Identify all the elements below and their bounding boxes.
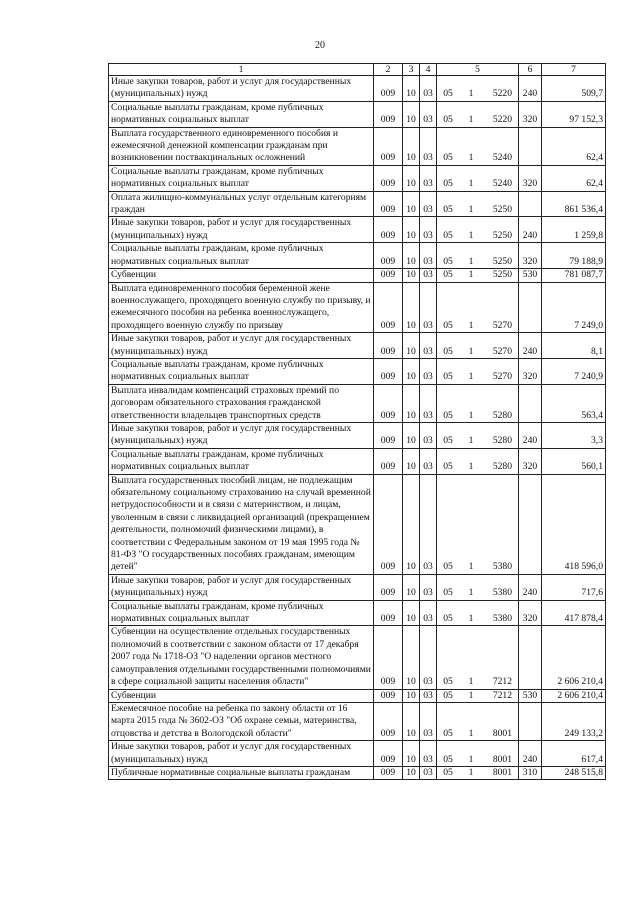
- table-header-row: [109, 64, 606, 76]
- table-row: [109, 422, 606, 448]
- row-target-article: [437, 243, 519, 269]
- row-amount: 417 878,4: [542, 600, 606, 626]
- row-name: Субвенции: [109, 269, 374, 282]
- row-subprogram-code: 1: [468, 435, 474, 447]
- row-section-code: 10: [403, 243, 420, 269]
- row-subprogram-code: 1: [468, 753, 474, 765]
- row-section-code: 10: [403, 127, 420, 165]
- row-direction-code: 5240: [492, 152, 512, 164]
- row-target-article: [437, 422, 519, 448]
- row-target-article: [437, 448, 519, 474]
- row-target-article: [437, 269, 519, 282]
- table-row: [109, 191, 606, 217]
- row-name: Иные закупки товаров, работ и услуг для государственных (муниципальных) нужд: [109, 76, 374, 102]
- row-target-article: [437, 101, 519, 127]
- table-row: [109, 600, 606, 626]
- row-amount: 97 152,3: [542, 101, 606, 127]
- row-ministry-code: 009: [374, 76, 403, 102]
- row-subsection-code: 03: [420, 217, 437, 243]
- row-expense-type: 240: [519, 422, 542, 448]
- row-ministry-code: 009: [374, 333, 403, 359]
- row-subprogram-code: 1: [468, 204, 474, 216]
- row-direction-code: 5280: [492, 461, 512, 473]
- row-expense-type: [519, 127, 542, 165]
- row-section-code: 10: [403, 333, 420, 359]
- row-program-code: 05: [443, 114, 453, 126]
- row-direction-code: 7212: [492, 676, 512, 688]
- row-ministry-code: 009: [374, 474, 403, 574]
- row-subsection-code: 03: [420, 741, 437, 767]
- row-expense-type: [519, 626, 542, 689]
- row-subprogram-code: 1: [468, 689, 474, 701]
- row-subprogram-code: 1: [468, 152, 474, 164]
- row-ministry-code: 009: [374, 191, 403, 217]
- row-amount: 79 188,9: [542, 243, 606, 269]
- row-subprogram-code: 1: [468, 269, 474, 281]
- row-subsection-code: 03: [420, 165, 437, 191]
- row-direction-code: 5250: [492, 204, 512, 216]
- table-row: [109, 333, 606, 359]
- row-name: Выплата инвалидам компенсаций страховых премий по договорам обязательного страхования гражданской ответственности владельцев транспортных средств: [109, 384, 374, 422]
- table-row: [109, 76, 606, 102]
- row-target-article: [437, 766, 519, 779]
- row-amount: 717,6: [542, 574, 606, 600]
- row-subprogram-code: 1: [468, 766, 474, 778]
- row-target-article: [437, 282, 519, 333]
- table-row: [109, 766, 606, 779]
- row-expense-type: 320: [519, 243, 542, 269]
- row-subsection-code: 03: [420, 474, 437, 574]
- table-row: [109, 243, 606, 269]
- row-amount: 248 515,8: [542, 766, 606, 779]
- row-target-article: [437, 600, 519, 626]
- row-program-code: 05: [443, 676, 453, 688]
- row-amount: 7 249,0: [542, 282, 606, 333]
- row-program-code: 05: [443, 88, 453, 100]
- row-program-code: 05: [443, 435, 453, 447]
- row-expense-type: [519, 474, 542, 574]
- table-row: [109, 384, 606, 422]
- header-col-6: 6: [519, 64, 542, 76]
- row-name: Социальные выплаты гражданам, кроме публичных нормативных социальных выплат: [109, 165, 374, 191]
- table-row: [109, 282, 606, 333]
- row-target-article: [437, 76, 519, 102]
- row-target-article: [437, 574, 519, 600]
- row-section-code: 10: [403, 269, 420, 282]
- row-target-article: [437, 333, 519, 359]
- row-name: Выплата государственного единовременного пособия и ежемесячной денежной компенсации гражданам при возникновении поствакцинальных осложнений: [109, 127, 374, 165]
- row-subsection-code: 03: [420, 127, 437, 165]
- row-subprogram-code: 1: [468, 88, 474, 100]
- row-direction-code: 5380: [492, 561, 512, 573]
- row-expense-type: 320: [519, 165, 542, 191]
- row-amount: 1 259,8: [542, 217, 606, 243]
- row-section-code: 10: [403, 600, 420, 626]
- table-row: [109, 101, 606, 127]
- row-direction-code: 5250: [492, 229, 512, 241]
- row-program-code: 05: [443, 269, 453, 281]
- row-target-article: [437, 165, 519, 191]
- row-target-article: [437, 217, 519, 243]
- row-ministry-code: 009: [374, 165, 403, 191]
- row-direction-code: 5270: [492, 345, 512, 357]
- row-name: Иные закупки товаров, работ и услуг для государственных (муниципальных) нужд: [109, 741, 374, 767]
- row-program-code: 05: [443, 409, 453, 421]
- row-ministry-code: 009: [374, 422, 403, 448]
- row-program-code: 05: [443, 689, 453, 701]
- row-name: Социальные выплаты гражданам, кроме публичных нормативных социальных выплат: [109, 448, 374, 474]
- table-row: [109, 269, 606, 282]
- row-direction-code: 5270: [492, 371, 512, 383]
- row-section-code: 10: [403, 191, 420, 217]
- row-subprogram-code: 1: [468, 727, 474, 739]
- row-ministry-code: 009: [374, 702, 403, 740]
- row-subsection-code: 03: [420, 243, 437, 269]
- table-row: [109, 165, 606, 191]
- row-name: Социальные выплаты гражданам, кроме публичных нормативных социальных выплат: [109, 358, 374, 384]
- row-name: Публичные нормативные социальные выплаты гражданам: [109, 766, 374, 779]
- row-subsection-code: 03: [420, 358, 437, 384]
- row-amount: 563,4: [542, 384, 606, 422]
- row-amount: 249 133,2: [542, 702, 606, 740]
- row-target-article: [437, 127, 519, 165]
- row-direction-code: 5240: [492, 178, 512, 190]
- row-section-code: 10: [403, 474, 420, 574]
- row-subsection-code: 03: [420, 702, 437, 740]
- row-ministry-code: 009: [374, 741, 403, 767]
- row-section-code: 10: [403, 217, 420, 243]
- budget-table: [108, 63, 606, 780]
- table-row: [109, 474, 606, 574]
- row-target-article: [437, 384, 519, 422]
- row-subsection-code: 03: [420, 191, 437, 217]
- row-subsection-code: 03: [420, 333, 437, 359]
- table-row: [109, 626, 606, 689]
- table-row: [109, 358, 606, 384]
- row-program-code: 05: [443, 753, 453, 765]
- row-expense-type: 320: [519, 101, 542, 127]
- row-direction-code: 5250: [492, 269, 512, 281]
- row-amount: 62,4: [542, 127, 606, 165]
- row-amount: 62,4: [542, 165, 606, 191]
- row-name: Субвенции на осуществление отдельных государственных полномочий в соответствии с законом области от 17 декабря 2007 года № 1718-ОЗ "О наделении органов местного самоуправления отдельными государственными полномочиями в сфере социальной защиты населения области": [109, 626, 374, 689]
- row-section-code: 10: [403, 165, 420, 191]
- row-section-code: 10: [403, 422, 420, 448]
- row-direction-code: 5380: [492, 587, 512, 599]
- row-program-code: 05: [443, 178, 453, 190]
- row-target-article: [437, 191, 519, 217]
- row-subsection-code: 03: [420, 574, 437, 600]
- row-program-code: 05: [443, 345, 453, 357]
- row-section-code: 10: [403, 689, 420, 702]
- row-expense-type: [519, 384, 542, 422]
- row-section-code: 10: [403, 766, 420, 779]
- row-subsection-code: 03: [420, 600, 437, 626]
- row-subprogram-code: 1: [468, 319, 474, 331]
- row-subprogram-code: 1: [468, 409, 474, 421]
- row-section-code: 10: [403, 384, 420, 422]
- row-target-article: [437, 358, 519, 384]
- row-amount: 781 087,7: [542, 269, 606, 282]
- row-section-code: 10: [403, 282, 420, 333]
- row-name: Оплата жилищно-коммунальных услуг отдельным категориям граждан: [109, 191, 374, 217]
- row-program-code: 05: [443, 461, 453, 473]
- row-subprogram-code: 1: [468, 676, 474, 688]
- row-subprogram-code: 1: [468, 371, 474, 383]
- row-subprogram-code: 1: [468, 114, 474, 126]
- row-name: Социальные выплаты гражданам, кроме публичных нормативных социальных выплат: [109, 101, 374, 127]
- table-row: [109, 741, 606, 767]
- row-expense-type: 320: [519, 358, 542, 384]
- row-direction-code: 5280: [492, 409, 512, 421]
- row-ministry-code: 009: [374, 574, 403, 600]
- row-amount: 2 606 210,4: [542, 689, 606, 702]
- row-subsection-code: 03: [420, 101, 437, 127]
- row-program-code: 05: [443, 319, 453, 331]
- row-ministry-code: 009: [374, 127, 403, 165]
- row-ministry-code: 009: [374, 217, 403, 243]
- header-col-5: 5: [437, 64, 519, 76]
- row-ministry-code: 009: [374, 600, 403, 626]
- row-subsection-code: 03: [420, 384, 437, 422]
- row-section-code: 10: [403, 574, 420, 600]
- row-amount: 2 606 210,4: [542, 626, 606, 689]
- header-col-7: 7: [542, 64, 606, 76]
- table-row: [109, 574, 606, 600]
- row-expense-type: 240: [519, 76, 542, 102]
- row-section-code: 10: [403, 448, 420, 474]
- row-amount: 418 596,0: [542, 474, 606, 574]
- row-name: Выплата государственных пособий лицам, не подлежащим обязательному социальному страхованию на случай временной нетрудоспособности и в связи с материнством, и лицам, уволенным в связи с ликвидацией организаций (прекращением деятельности, полномочий физическими лицами), в соответствии с Федеральным законом от 19 мая 1995 года № 81-ФЗ "О государственных пособиях гражданам, имеющим детей": [109, 474, 374, 574]
- row-expense-type: 240: [519, 333, 542, 359]
- row-expense-type: 240: [519, 574, 542, 600]
- row-name: Субвенции: [109, 689, 374, 702]
- row-amount: 8,1: [542, 333, 606, 359]
- row-direction-code: 8001: [492, 753, 512, 765]
- row-expense-type: 320: [519, 600, 542, 626]
- row-subsection-code: 03: [420, 422, 437, 448]
- row-target-article: [437, 702, 519, 740]
- row-expense-type: 530: [519, 269, 542, 282]
- row-subsection-code: 03: [420, 76, 437, 102]
- row-direction-code: 5280: [492, 435, 512, 447]
- table-row: [109, 127, 606, 165]
- row-direction-code: 8001: [492, 727, 512, 739]
- row-direction-code: 5220: [492, 88, 512, 100]
- row-amount: 3,3: [542, 422, 606, 448]
- row-subsection-code: 03: [420, 282, 437, 333]
- row-ministry-code: 009: [374, 626, 403, 689]
- header-col-1: 1: [109, 64, 374, 76]
- row-amount: 7 240,9: [542, 358, 606, 384]
- row-name: Ежемесячное пособие на ребенка по закону области от 16 марта 2015 года № 3602-ОЗ "Об охране семьи, материнства, отцовства и детства в Вологодской области": [109, 702, 374, 740]
- row-amount: 617,4: [542, 741, 606, 767]
- row-ministry-code: 009: [374, 766, 403, 779]
- row-name: Иные закупки товаров, работ и услуг для государственных (муниципальных) нужд: [109, 422, 374, 448]
- row-amount: 861 536,4: [542, 191, 606, 217]
- row-direction-code: 5250: [492, 255, 512, 267]
- row-section-code: 10: [403, 358, 420, 384]
- row-section-code: 10: [403, 702, 420, 740]
- row-target-article: [437, 689, 519, 702]
- row-direction-code: 5270: [492, 319, 512, 331]
- row-name: Иные закупки товаров, работ и услуг для государственных (муниципальных) нужд: [109, 333, 374, 359]
- row-direction-code: 8001: [492, 766, 512, 778]
- row-subsection-code: 03: [420, 448, 437, 474]
- row-expense-type: 320: [519, 448, 542, 474]
- row-program-code: 05: [443, 766, 453, 778]
- row-amount: 509,7: [542, 76, 606, 102]
- table-row: [109, 689, 606, 702]
- row-expense-type: [519, 191, 542, 217]
- row-name: Социальные выплаты гражданам, кроме публичных нормативных социальных выплат: [109, 600, 374, 626]
- row-subprogram-code: 1: [468, 345, 474, 357]
- row-subprogram-code: 1: [468, 178, 474, 190]
- row-name: Иные закупки товаров, работ и услуг для государственных (муниципальных) нужд: [109, 217, 374, 243]
- row-direction-code: 5220: [492, 114, 512, 126]
- row-ministry-code: 009: [374, 101, 403, 127]
- table-row: [109, 217, 606, 243]
- row-name: Иные закупки товаров, работ и услуг для государственных (муниципальных) нужд: [109, 574, 374, 600]
- row-direction-code: 7212: [492, 689, 512, 701]
- row-expense-type: 240: [519, 741, 542, 767]
- row-program-code: 05: [443, 587, 453, 599]
- row-expense-type: [519, 282, 542, 333]
- row-ministry-code: 009: [374, 448, 403, 474]
- row-name: Выплата единовременного пособия беременной жене военнослужащего, проходящего военную службу по призыву, и ежемесячного пособия на ребенка военнослужащего, проходящего военную службу по призыву: [109, 282, 374, 333]
- row-expense-type: 240: [519, 217, 542, 243]
- table-row: [109, 448, 606, 474]
- row-amount: 560,1: [542, 448, 606, 474]
- row-subprogram-code: 1: [468, 255, 474, 267]
- row-program-code: 05: [443, 613, 453, 625]
- row-target-article: [437, 741, 519, 767]
- header-col-2: 2: [374, 64, 403, 76]
- row-ministry-code: 009: [374, 243, 403, 269]
- row-subsection-code: 03: [420, 626, 437, 689]
- row-target-article: [437, 626, 519, 689]
- row-expense-type: 530: [519, 689, 542, 702]
- row-ministry-code: 009: [374, 282, 403, 333]
- row-expense-type: 310: [519, 766, 542, 779]
- header-col-3: 3: [403, 64, 420, 76]
- row-subprogram-code: 1: [468, 229, 474, 241]
- page-number: 20: [315, 40, 325, 51]
- row-ministry-code: 009: [374, 689, 403, 702]
- header-col-4: 4: [420, 64, 437, 76]
- row-subsection-code: 03: [420, 269, 437, 282]
- row-direction-code: 5380: [492, 613, 512, 625]
- row-program-code: 05: [443, 255, 453, 267]
- row-program-code: 05: [443, 561, 453, 573]
- row-section-code: 10: [403, 741, 420, 767]
- row-section-code: 10: [403, 76, 420, 102]
- row-program-code: 05: [443, 371, 453, 383]
- row-program-code: 05: [443, 204, 453, 216]
- row-target-article: [437, 474, 519, 574]
- row-section-code: 10: [403, 101, 420, 127]
- row-subprogram-code: 1: [468, 587, 474, 599]
- row-name: Социальные выплаты гражданам, кроме публичных нормативных социальных выплат: [109, 243, 374, 269]
- row-ministry-code: 009: [374, 358, 403, 384]
- row-program-code: 05: [443, 229, 453, 241]
- row-subprogram-code: 1: [468, 461, 474, 473]
- row-subprogram-code: 1: [468, 613, 474, 625]
- row-subprogram-code: 1: [468, 561, 474, 573]
- row-subsection-code: 03: [420, 689, 437, 702]
- row-expense-type: [519, 702, 542, 740]
- row-section-code: 10: [403, 626, 420, 689]
- row-program-code: 05: [443, 152, 453, 164]
- row-ministry-code: 009: [374, 384, 403, 422]
- row-program-code: 05: [443, 727, 453, 739]
- row-subsection-code: 03: [420, 766, 437, 779]
- row-ministry-code: 009: [374, 269, 403, 282]
- table-row: [109, 702, 606, 740]
